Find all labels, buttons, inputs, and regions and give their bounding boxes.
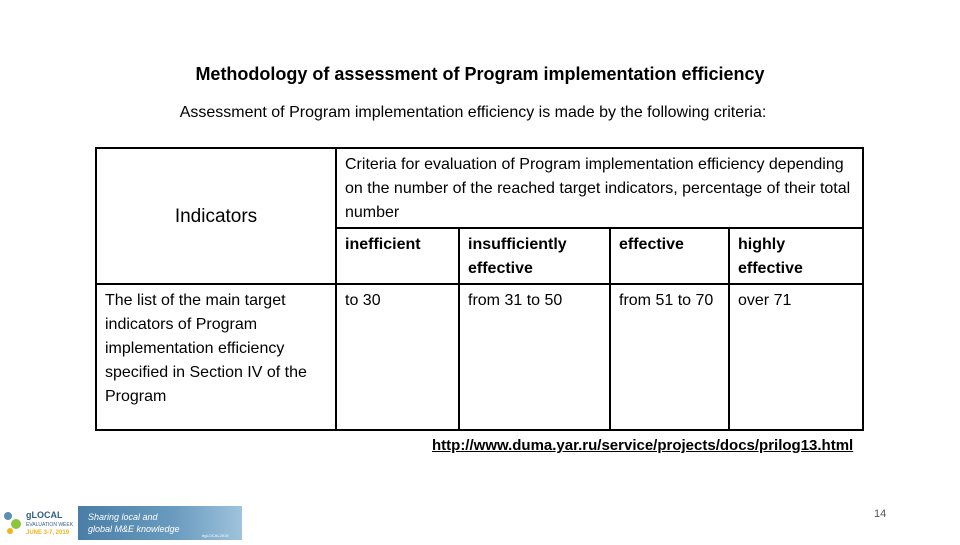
logo-tagline-2: global M&E knowledge bbox=[88, 524, 180, 534]
slide-title: Methodology of assessment of Program implementation efficiency bbox=[195, 64, 765, 84]
level-insufficiently-effective: insufficiently effective bbox=[459, 228, 610, 284]
logo-dot-icon bbox=[4, 512, 12, 520]
indicators-header: Indicators bbox=[96, 148, 336, 284]
value-highly-effective: over 71 bbox=[729, 284, 863, 430]
level-effective: effective bbox=[610, 228, 729, 284]
row-label: The list of the main target indicators of Program implementation efficiency specified in Section IV of the Program bbox=[96, 284, 336, 430]
glocal-logo bbox=[0, 504, 242, 540]
value-insufficiently-effective: from 31 to 50 bbox=[459, 284, 610, 430]
logo-brand: gLOCAL bbox=[26, 510, 63, 520]
page-number: 14 bbox=[874, 508, 887, 520]
logo-dot-icon bbox=[7, 528, 13, 534]
level-highly-effective: highly effective bbox=[729, 228, 863, 284]
glocal-logo-graphic bbox=[0, 504, 242, 540]
logo-hashtag: #gLOCAL2019 bbox=[202, 533, 229, 538]
slide-subtitle: Assessment of Program implementation efficiency is made by the following criteria: bbox=[179, 104, 767, 121]
logo-dot-icon bbox=[11, 519, 21, 529]
value-inefficient: to 30 bbox=[336, 284, 459, 430]
value-effective: from 51 to 70 bbox=[610, 284, 729, 430]
logo-tagline-1: Sharing local and bbox=[88, 512, 158, 522]
criteria-header: Criteria for evaluation of Program implementation efficiency depending on the number of the reached target indicators, percentage of their total number bbox=[336, 148, 863, 228]
logo-brand-sub: EVALUATION WEEK bbox=[26, 522, 74, 528]
level-inefficient: inefficient bbox=[336, 228, 459, 284]
logo-dates: JUNE 3-7, 2019 bbox=[26, 530, 70, 536]
source-link[interactable]: http://www.duma.yar.ru/service/projects/docs/prilog13.html bbox=[432, 437, 854, 454]
criteria-table bbox=[95, 147, 864, 431]
